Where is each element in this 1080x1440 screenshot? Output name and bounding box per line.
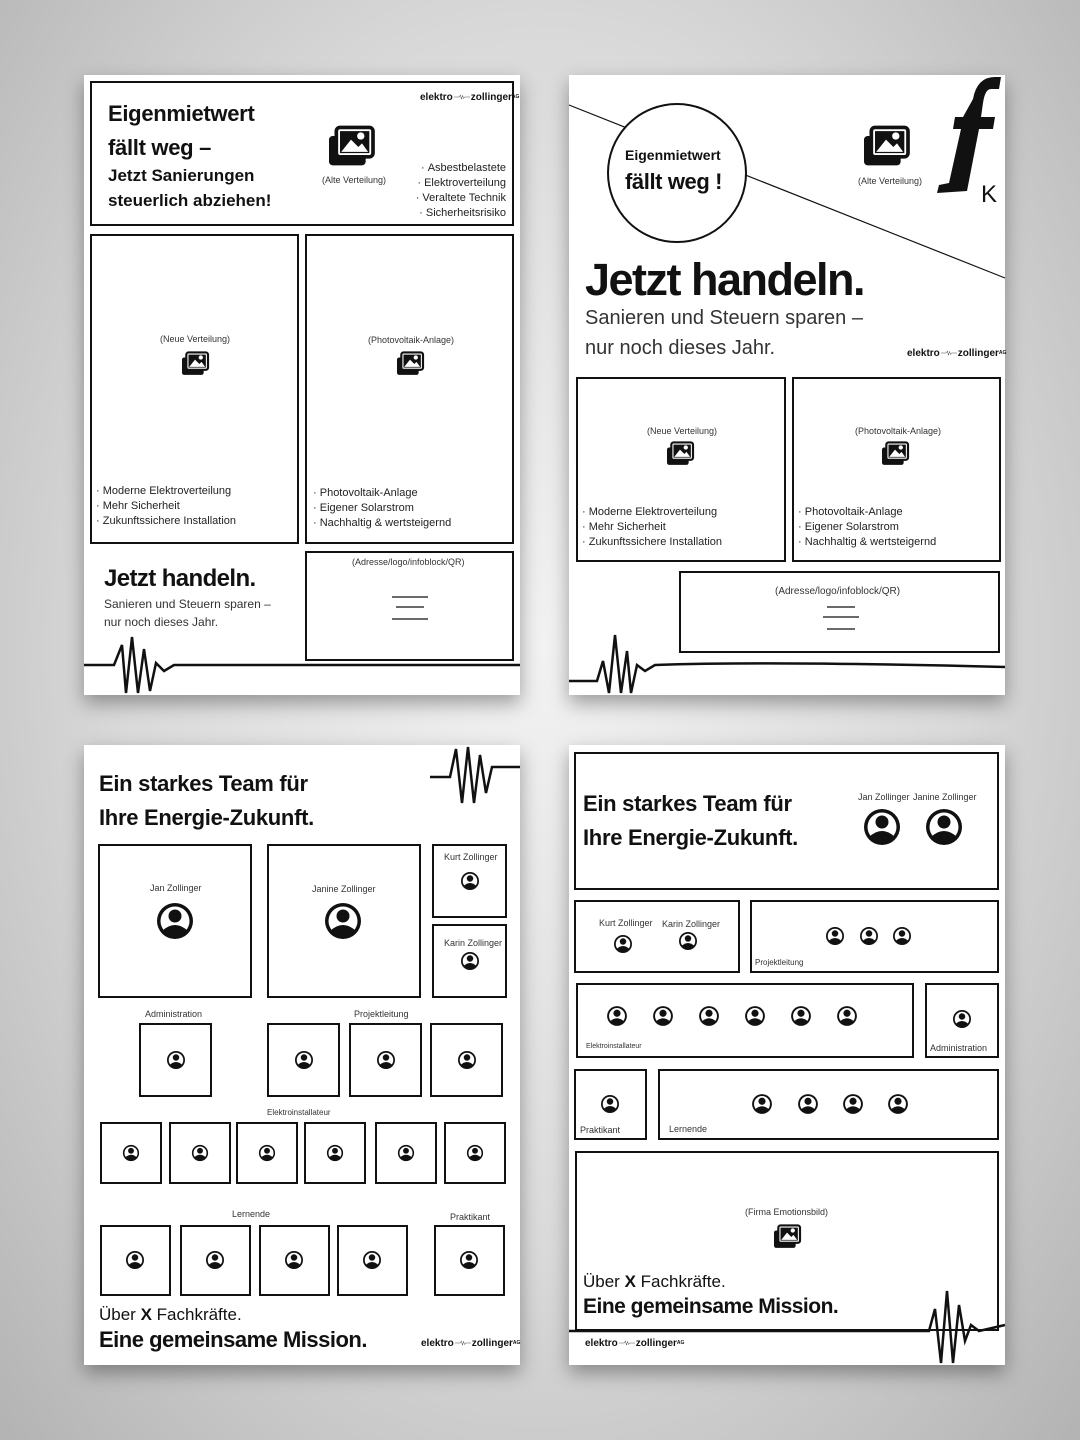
person-avatar-icon [652,1005,674,1027]
headline-line-2: fällt weg – [108,135,212,160]
pulse-icon [619,1335,635,1351]
person-avatar-icon [859,926,879,946]
poster-sheet-2 [569,75,1005,695]
brand-logo: elektro zollinger AG [907,345,1006,361]
person-avatar-icon [790,1005,812,1027]
person-avatar-icon [397,1144,415,1162]
member-name-janine: Janine Zollinger [913,792,977,802]
person-avatar-icon [459,1250,479,1270]
footer-line-1: Über X Fachkräfte. [583,1272,726,1291]
footer-pulse-line [569,1285,1005,1365]
cta-heading: Jetzt handeln. [585,254,865,305]
group-label-praktikant: Praktikant [450,1212,491,1222]
person-avatar-icon [205,1250,225,1270]
team-title-line-2: Ihre Energie-Zukunft. [99,805,314,830]
photovoltaic-bullets: · Photovoltaik-Anlage · Eigener Solarstrom · Nachhaltig & wertsteigernd [313,486,451,531]
group-label-lernende: Lernende [232,1209,271,1219]
circle-line-1: Eigenmietwert [625,147,721,163]
person-avatar-icon [744,1005,766,1027]
image-placeholder-icon [861,125,911,169]
old-distribution-caption: (Alte Verteilung) [322,175,387,185]
member-name-jan: Jan Zollinger [858,792,910,802]
poster-sheet-3 [84,745,520,1365]
member-name-kurt: Kurt Zollinger [599,918,653,928]
member-name-janine: Janine Zollinger [312,884,376,894]
circle-line-2: fällt weg ! [625,169,723,194]
group-label-elektroinstallateur: Elektroinstallateur [267,1108,331,1117]
new-distribution-bullets: · Moderne Elektroverteilung · Mehr Sicherheit · Zukunftssichere Installation [96,484,236,529]
headline-line-4: steuerlich abziehen! [108,191,272,210]
pulse-icon [941,345,957,361]
person-avatar-icon [924,807,964,847]
person-avatar-icon [466,1144,484,1162]
group-label-elektroinstallateur: Elektroinstallateur [586,1043,642,1050]
photovoltaic-caption: (Photovoltaik-Anlage) [368,335,455,345]
group-label-lernende: Lernende [669,1124,708,1134]
corner-letter: K [981,181,998,208]
group-label-administration: Administration [930,1043,988,1053]
person-avatar-icon [362,1250,382,1270]
person-avatar-icon [155,901,195,941]
person-avatar-icon [460,871,480,891]
person-avatar-icon [836,1005,858,1027]
group-box-lernende [658,1069,999,1140]
footer-line-2: Eine gemeinsame Mission. [583,1295,839,1318]
person-avatar-icon [606,1005,628,1027]
cta-subline-1: Sanieren und Steuern sparen – [585,307,863,329]
person-avatar-icon [600,1094,620,1114]
pulse-icon [454,89,470,105]
group-label-administration: Administration [145,1009,203,1019]
poster-sheet-1 [84,75,520,695]
brand-logo: elektro zollinger AG [420,89,519,105]
team-title-line-1: Ein starkes Team für [583,791,792,816]
qr-placeholder-lines [390,595,430,623]
person-avatar-icon [892,926,912,946]
new-distribution-caption: (Neue Verteilung) [647,426,718,436]
member-name-karin: Karin Zollinger [662,919,721,929]
old-distribution-bullets: · Asbestbelastete · Elektroverteilung · Veraltete Technik · Sicherheitsrisiko [416,161,506,221]
photovoltaic-bullets: · Photovoltaik-Anlage · Eigener Solarstrom · Nachhaltig & wertsteigernd [798,505,936,550]
person-avatar-icon [797,1093,819,1115]
info-block-caption: (Adresse/logo/infoblock/QR) [775,586,901,597]
person-avatar-icon [952,1009,972,1029]
person-avatar-icon [862,807,902,847]
image-placeholder-icon [772,1224,802,1250]
person-avatar-icon [698,1005,720,1027]
image-placeholder-icon [665,441,695,467]
member-name-jan: Jan Zollinger [150,883,202,893]
cta-heading: Jetzt handeln. [104,565,256,592]
headline-line-3: Jetzt Sanierungen [108,166,255,185]
member-name-kurt: Kurt Zollinger [444,852,498,862]
person-avatar-icon [460,951,480,971]
team-title-line-2: Ihre Energie-Zukunft. [583,825,798,850]
person-avatar-icon [457,1050,477,1070]
person-avatar-icon [326,1144,344,1162]
member-name-karin: Karin Zollinger [444,938,503,948]
person-avatar-icon [122,1144,140,1162]
image-placeholder-icon [880,441,910,467]
person-avatar-icon [125,1250,145,1270]
new-distribution-bullets: · Moderne Elektroverteilung · Mehr Sicherheit · Zukunftssichere Installation [582,505,722,550]
person-avatar-icon [678,931,698,951]
person-avatar-icon [613,934,633,954]
person-avatar-icon [323,901,363,941]
new-distribution-caption: (Neue Verteilung) [160,334,231,344]
cta-subline-2: nur noch dieses Jahr. [104,615,219,629]
group-label-praktikant: Praktikant [580,1125,621,1135]
cta-subline-1: Sanieren und Steuern sparen – [104,597,271,611]
footer-line-2: Eine gemeinsame Mission. [99,1327,367,1352]
person-avatar-icon [166,1050,186,1070]
image-placeholder-icon [395,351,425,377]
person-avatar-icon [842,1093,864,1115]
group-label-projektleitung: Projektleitung [755,958,804,967]
brand-logo: elektro zollinger AG [585,1335,684,1351]
person-avatar-icon [258,1144,276,1162]
brand-logo: elektro zollinger AG [421,1335,520,1351]
group-label-projektleitung: Projektleitung [354,1009,409,1019]
info-block-caption: (Adresse/logo/infoblock/QR) [352,557,465,567]
header-pulse-line [430,745,520,807]
photovoltaic-caption: (Photovoltaik-Anlage) [855,426,942,436]
team-title-line-1: Ein starkes Team für [99,771,308,796]
footer-pulse-line [569,631,1005,695]
person-avatar-icon [825,926,845,946]
footer-line-1: Über X Fachkräfte. [99,1305,242,1324]
footer-pulse-line [84,635,520,695]
pulse-icon [455,1335,471,1351]
person-avatar-icon [376,1050,396,1070]
emotion-image-caption: (Firma Emotionsbild) [745,1207,829,1217]
poster-sheet-4 [569,745,1005,1365]
cta-subline-2: nur noch dieses Jahr. [585,337,776,359]
member-card-kurt-karin [574,900,740,973]
person-avatar-icon [191,1144,209,1162]
person-avatar-icon [887,1093,909,1115]
person-avatar-icon [284,1250,304,1270]
image-placeholder-icon [326,125,376,169]
image-placeholder-icon [180,351,210,377]
old-distribution-caption: (Alte Verteilung) [858,176,923,186]
headline-line-1: Eigenmietwert [108,101,255,126]
person-avatar-icon [751,1093,773,1115]
person-avatar-icon [294,1050,314,1070]
